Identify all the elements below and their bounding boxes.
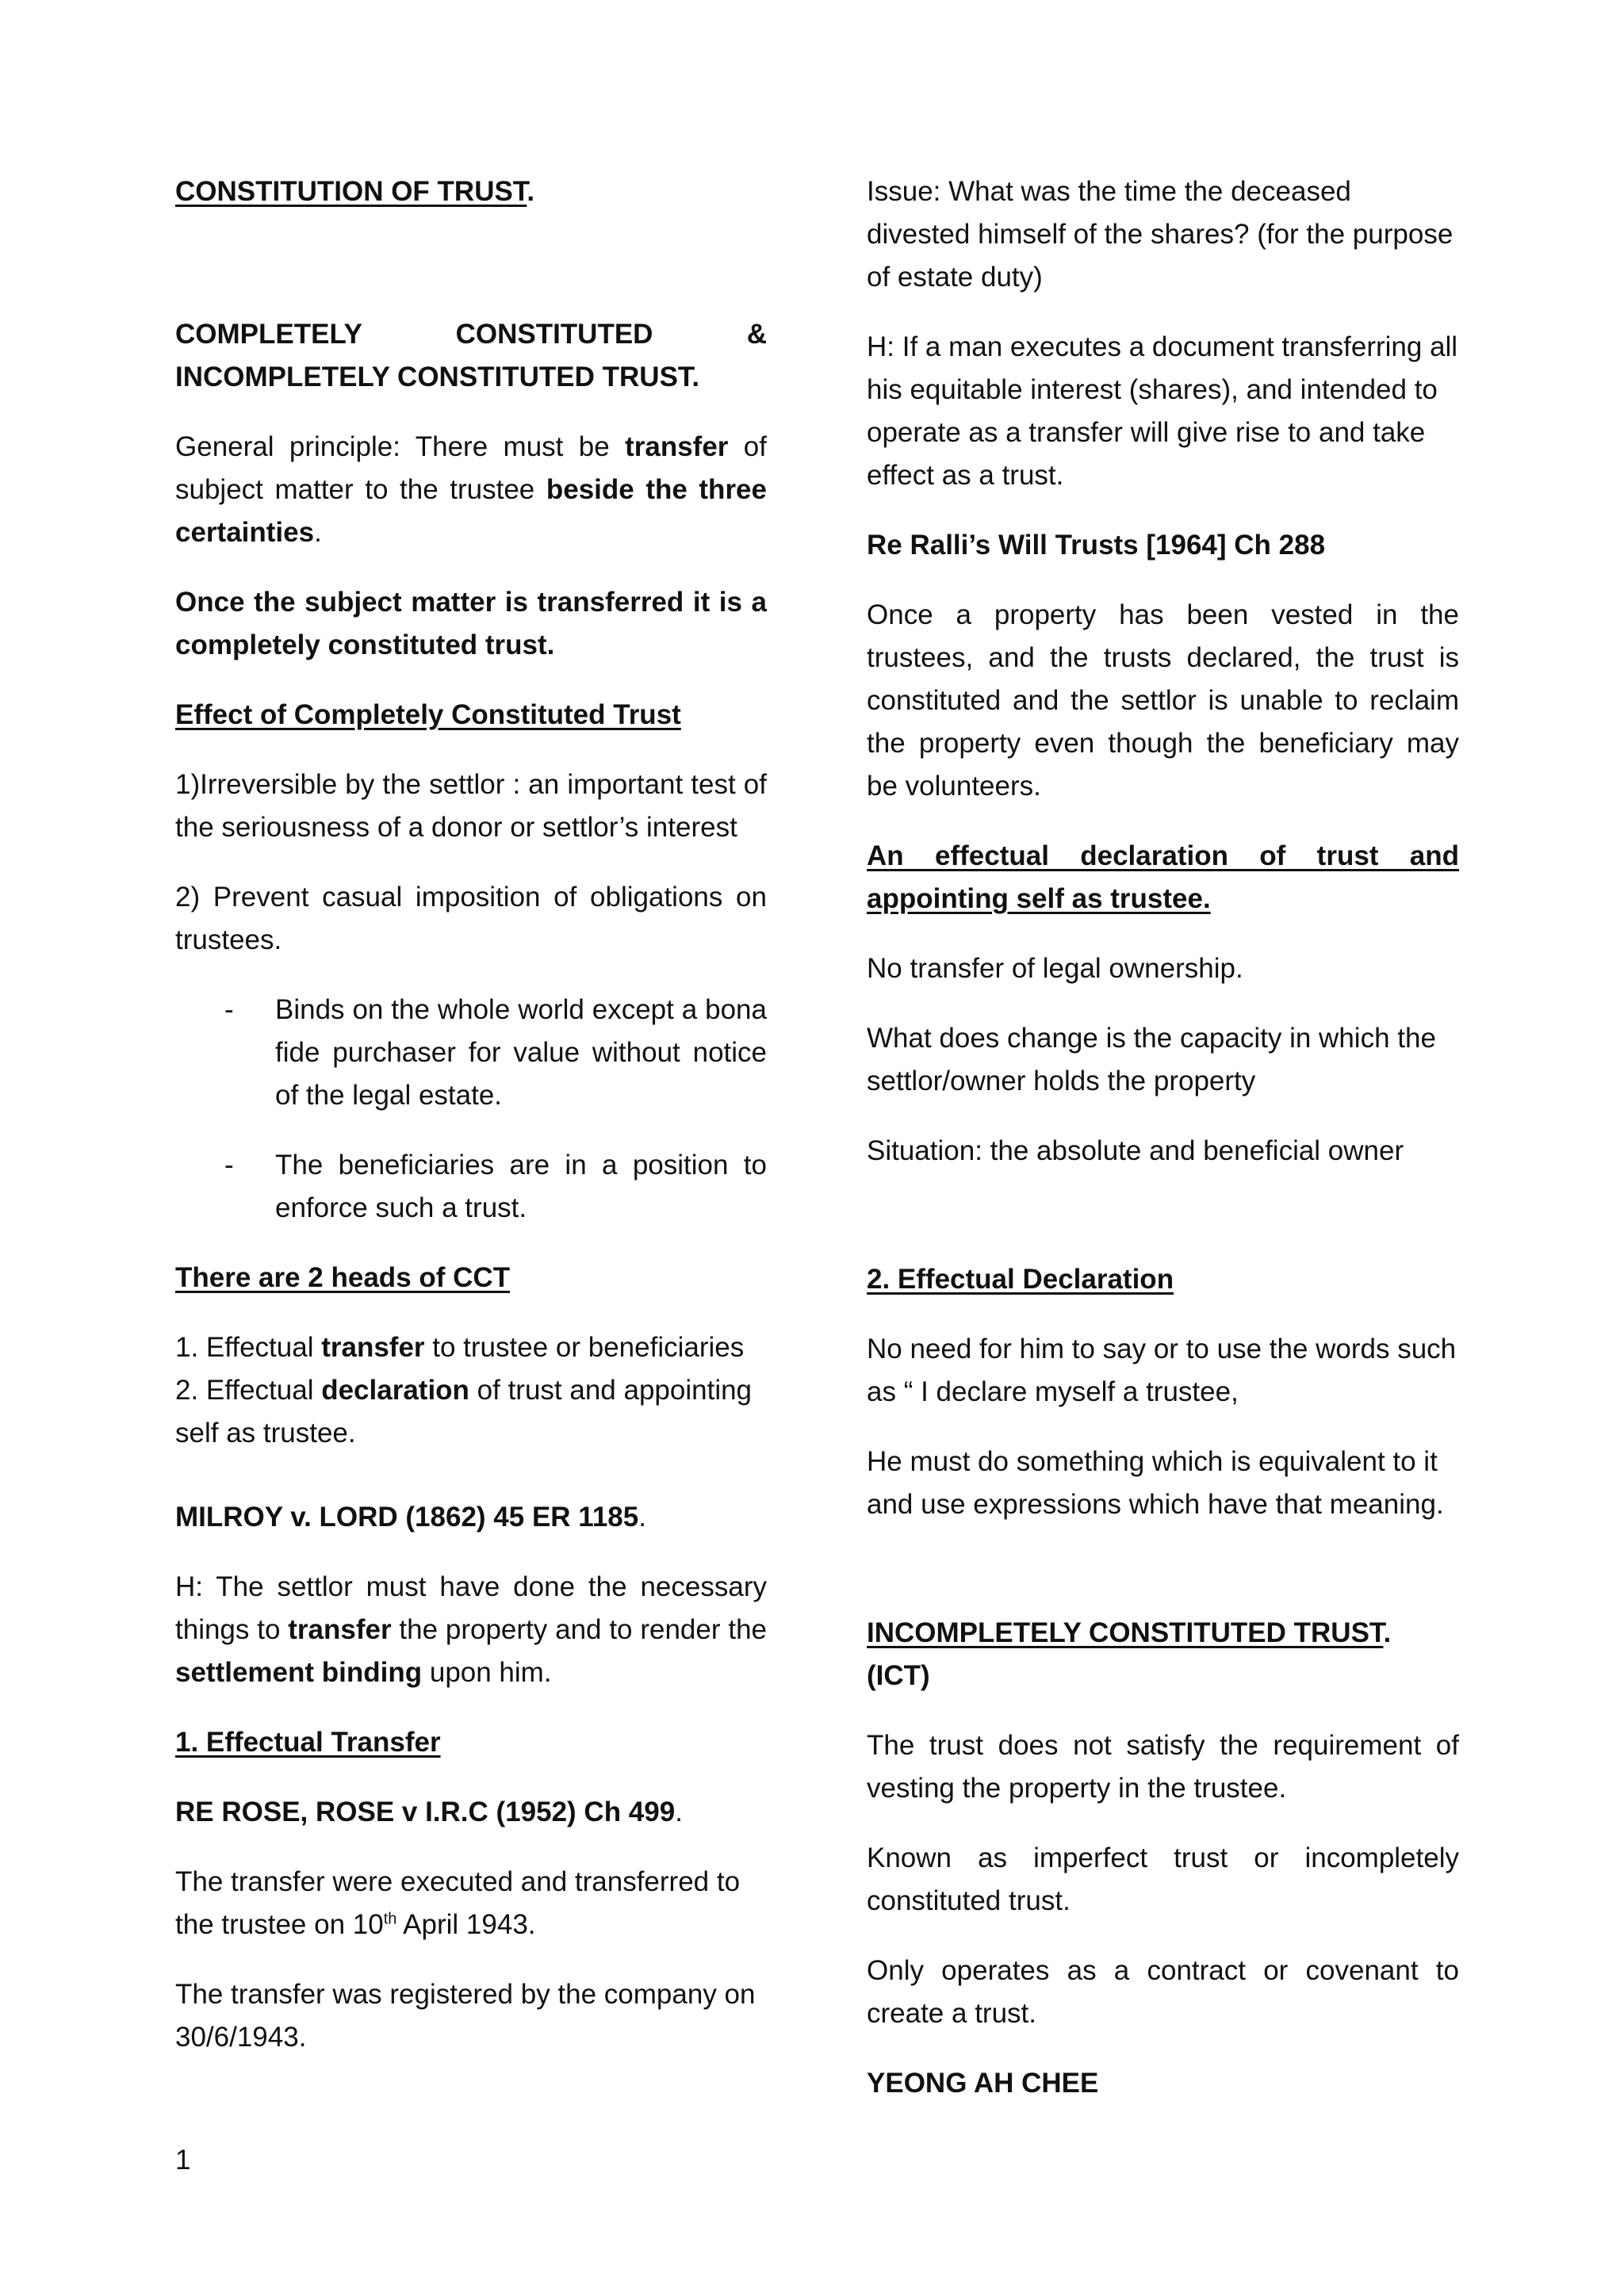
no-need-text: No need for him to say or to use the words such as “ I declare myself a trustee, [867, 1334, 1457, 1407]
holding-re-rose: H: If a man executes a document transferring all his equitable interest (shares), and intended to operate as a transfer will give rise to and take effect as a trust. [867, 331, 1458, 491]
effect-heading: Effect of Completely Constituted Trust [175, 699, 681, 730]
heading-cct-ict: COMPLETELY CONSTITUTED & INCOMPLETELY CONSTITUTED TRUST. [175, 319, 767, 392]
operates-text: Only operates as a contract or covenant to create a trust. [867, 1955, 1459, 2029]
effect-2: 2) Prevent casual imposition of obligations on trustees. [175, 882, 767, 955]
case-milroy: MILROY v. LORD (1862) 45 ER 1185. [175, 1502, 646, 1533]
known-as-text: Known as imperfect trust or incompletely constituted trust. [867, 1843, 1459, 1916]
page-number: 1 [175, 2145, 191, 2175]
left-column [175, 170, 767, 2059]
ict-heading: INCOMPLETELY CONSTITUTED TRUST. (ICT) [867, 1617, 1392, 1691]
bullet-item-2: - The beneficiaries are in a position to enforce such a trust. [224, 1150, 767, 1223]
case-yeong-ah-chee: YEONG AH CHEE [867, 2068, 1099, 2099]
bullet-item-1: - Binds on the whole world except a bona fide purchaser for value without notice of the legal estate. [224, 994, 767, 1111]
no-transfer-text: No transfer of legal ownership. [867, 953, 1243, 984]
issue-text: Issue: What was the time the deceased divested himself of the shares? (for the purpose of estate duty) [867, 176, 1454, 293]
vested-text: Once a property has been vested in the trustees, and the trusts declared, the trust is constituted and the settlor is unable to reclaim the property even though the beneficiary may be volunteers. [867, 599, 1459, 802]
not-satisfy-text: The trust does not satisfy the requirement of vesting the property in the trustee. [867, 1730, 1459, 1804]
once-transferred: Once the subject matter is transferred it is a completely constituted trust. [175, 587, 767, 660]
effect-1: 1)Irreversible by the settlor : an important test of the seriousness of a donor or settlor’s interest [175, 769, 767, 843]
transfer-executed: The transfer were executed and transferred to the trustee on 10th April 1943. [175, 1866, 741, 1940]
head-1: 1. Effectual transfer to trustee or beneficiaries [175, 1332, 745, 1363]
document-title: CONSTITUTION OF TRUST. [175, 176, 535, 207]
must-do-text: He must do something which is equivalent to it and use expressions which have that meaning. [867, 1446, 1444, 1520]
case-re-rose: RE ROSE, ROSE v I.R.C (1952) Ch 499. [175, 1797, 683, 1827]
effectual-declaration-heading: 2. Effectual Declaration [867, 1264, 1174, 1295]
heads-heading: There are 2 heads of CCT [175, 1262, 511, 1293]
head-2: 2. Effectual declaration of trust and appointing self as trustee. [175, 1375, 753, 1448]
case-re-ralli: Re Ralli’s Will Trusts [1964] Ch 288 [867, 530, 1326, 561]
declaration-heading: An effectual declaration of trust and appointing self as trustee. [867, 840, 1459, 914]
transfer-registered: The transfer was registered by the company on 30/6/1943. [175, 1979, 756, 2053]
capacity-text: What does change is the capacity in which the settlor/owner holds the property [867, 1023, 1436, 1096]
right-column [867, 170, 1459, 2105]
effectual-transfer-heading: 1. Effectual Transfer [175, 1727, 441, 1758]
general-principle: General principle: There must be transfer of subject matter to the trustee beside the three certainties. [175, 431, 767, 548]
holding-milroy: H: The settlor must have done the necessary things to transfer the property and to render the settlement binding upon him. [175, 1571, 767, 1688]
situation-text: Situation: the absolute and beneficial owner [867, 1135, 1404, 1166]
